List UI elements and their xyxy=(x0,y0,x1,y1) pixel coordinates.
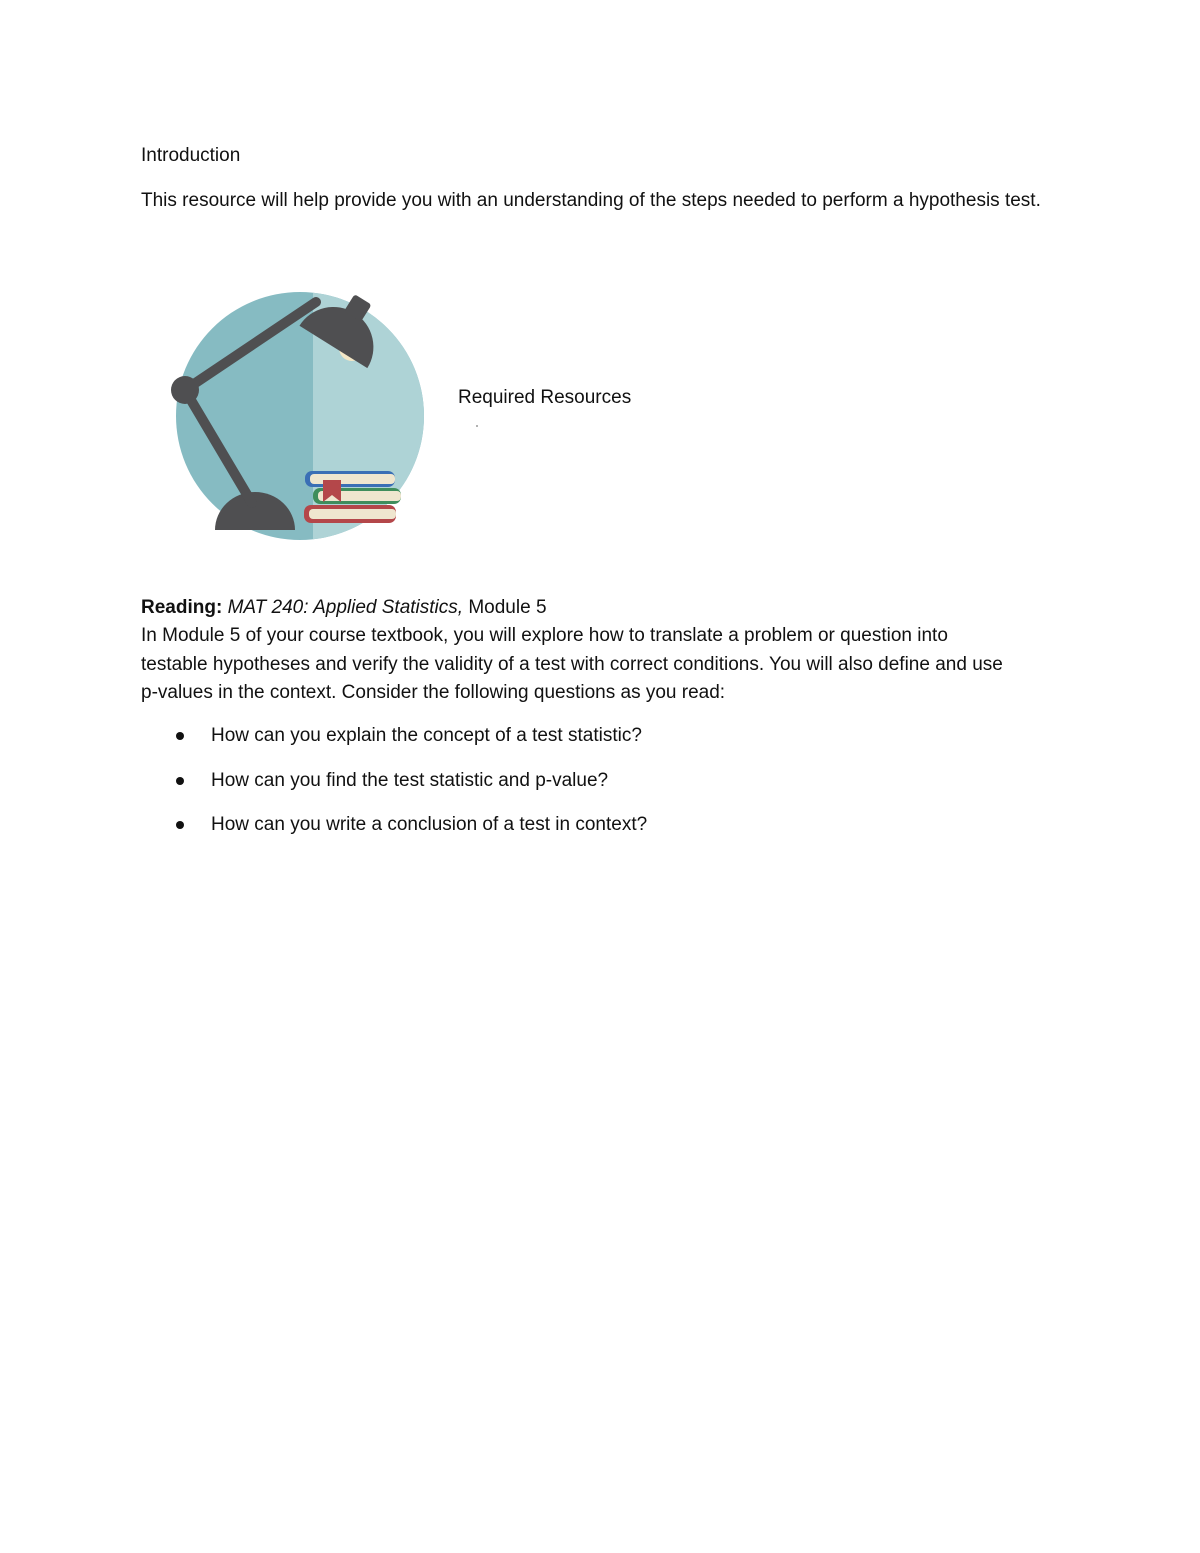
reading-description-line-1: In Module 5 of your course textbook, you will explore how to translate a problem or question into xyxy=(141,625,948,647)
question-text: How can you find the test statistic and p-value? xyxy=(211,769,609,791)
bullet-icon xyxy=(176,821,184,829)
bullet-icon xyxy=(176,777,184,785)
reading-citation xyxy=(141,594,1071,622)
reading-description-line-3: p-values in the context. Consider the following questions as you read: xyxy=(141,681,726,703)
intro-heading: Introduction xyxy=(141,145,241,166)
reading-section xyxy=(141,594,1071,707)
books-stack xyxy=(304,471,401,523)
stray-dot xyxy=(476,425,478,427)
reading-label: Reading: xyxy=(141,597,223,618)
question-text: How can you write a conclusion of a test in context? xyxy=(211,814,648,835)
reading-description-line-2: testable hypotheses and verify the validity of a test with correct conditions. You will also define and use xyxy=(141,653,1003,675)
bullet-icon xyxy=(176,732,184,740)
intro-text: This resource will help provide you with an understanding of the steps needed to perform a hypothesis test. xyxy=(141,190,1041,211)
list-item xyxy=(141,767,647,812)
reading-title: MAT 240: Applied Statistics, xyxy=(227,597,464,618)
required-resources-heading: Required Resources xyxy=(458,387,632,408)
question-text: How can you explain the concept of a test statistic? xyxy=(211,725,642,746)
list-item xyxy=(141,811,647,856)
reading-questions-list xyxy=(141,722,647,856)
list-item xyxy=(141,722,647,767)
reading-module: Module 5 xyxy=(468,597,547,618)
desk-lamp-with-books-icon xyxy=(168,280,426,542)
lamp-joint xyxy=(171,376,199,404)
